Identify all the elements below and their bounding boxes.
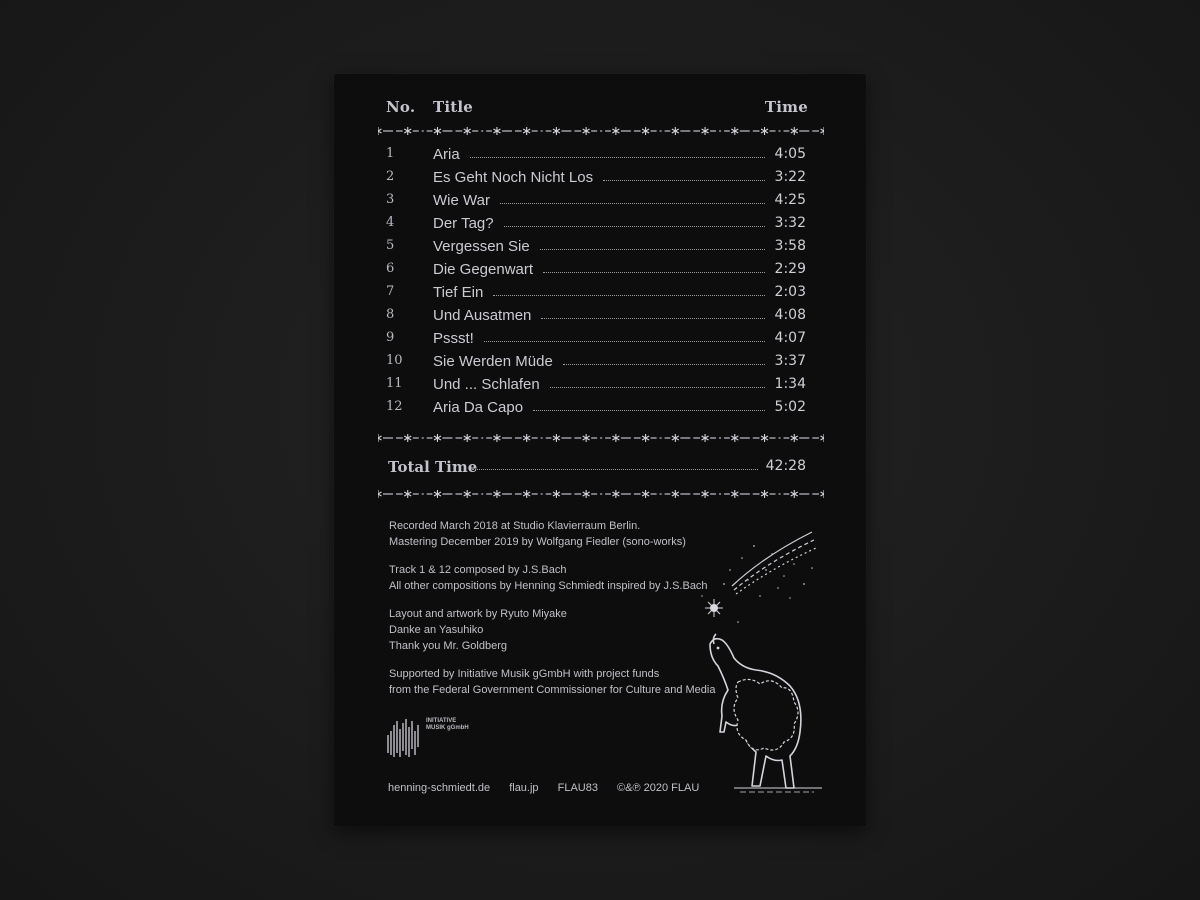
track-row xyxy=(334,169,866,191)
track-title: Sie Werden Müde xyxy=(433,353,553,370)
credit-line: from the Federal Government Commissioner for Culture and Media xyxy=(389,684,716,696)
footer-copyright: ©&℗ 2020 FLAU xyxy=(617,782,700,794)
track-time: 4:08 xyxy=(774,307,806,323)
leader-dots xyxy=(540,249,765,250)
track-number: 5 xyxy=(386,238,395,253)
column-header-title: Title xyxy=(433,98,474,116)
leader-dots xyxy=(541,318,765,319)
star-ornament-icon xyxy=(821,434,825,442)
logo-wordmark xyxy=(426,718,469,732)
leader-dots xyxy=(484,341,765,342)
track-number: 3 xyxy=(386,192,395,207)
track-row xyxy=(334,376,866,398)
track-number: 4 xyxy=(386,215,395,230)
star-ornament-icon xyxy=(523,490,530,498)
credits xyxy=(389,518,716,710)
track-time: 4:05 xyxy=(774,146,806,162)
star-ornament-icon xyxy=(761,434,768,442)
track-title: Tief Ein xyxy=(433,284,484,301)
star-ornament-icon xyxy=(821,127,825,135)
star-ornament-icon xyxy=(583,127,590,135)
star-ornament-icon xyxy=(404,434,411,442)
star-ornament-icon xyxy=(553,434,560,442)
credit-line: Mastering December 2019 by Wolfgang Fiedler (sono-works) xyxy=(389,536,686,548)
star-ornament-icon xyxy=(612,434,619,442)
star-ornament-icon xyxy=(583,490,590,498)
star-ornament-icon xyxy=(553,490,560,498)
track-title: Und ... Schlafen xyxy=(433,376,540,393)
track-time: 2:03 xyxy=(774,284,806,300)
track-row xyxy=(334,330,866,352)
leader-dots xyxy=(563,364,765,365)
star-ornament-icon xyxy=(404,490,411,498)
star-ornament-icon xyxy=(761,127,768,135)
star-ornament-icon xyxy=(434,490,441,498)
star-ornament-icon xyxy=(672,490,679,498)
credit-line: Recorded March 2018 at Studio Klavierraum Berlin. xyxy=(389,520,641,532)
credit-line: Layout and artwork by Ryuto Miyake xyxy=(389,608,567,620)
leader-dots xyxy=(493,295,765,296)
star-ornament-icon xyxy=(493,490,500,498)
footer xyxy=(388,782,715,794)
logo-line: INITIATIVE xyxy=(426,718,457,724)
star-ornament-icon xyxy=(761,490,768,498)
total-time-label: Total Time xyxy=(388,458,478,476)
star-ornament-icon xyxy=(612,490,619,498)
cd-back-cover xyxy=(334,74,866,826)
credit-line: Track 1 & 12 composed by J.S.Bach xyxy=(389,564,567,576)
credits-composition xyxy=(389,562,709,594)
star-ornament-icon xyxy=(493,434,500,442)
star-ornament-icon xyxy=(791,434,798,442)
credit-line: All other compositions by Henning Schmiedt inspired by J.S.Bach xyxy=(389,580,708,592)
track-title: Vergessen Sie xyxy=(433,238,530,255)
footer-website-label: flau.jp xyxy=(509,782,539,794)
star-ornament-icon xyxy=(612,127,619,135)
track-time: 3:22 xyxy=(774,169,806,185)
ornament-row xyxy=(378,125,824,137)
track-time: 3:37 xyxy=(774,353,806,369)
track-row xyxy=(334,307,866,329)
star-ornament-icon xyxy=(523,127,530,135)
credits-recording xyxy=(389,518,709,550)
ornament-row xyxy=(378,432,824,444)
track-time: 3:32 xyxy=(774,215,806,231)
track-row xyxy=(334,192,866,214)
star-ornament-icon xyxy=(553,127,560,135)
track-number: 11 xyxy=(386,376,403,391)
star-ornament-icon xyxy=(672,434,679,442)
credit-line: Supported by Initiative Musik gGmbH with project funds xyxy=(389,668,660,680)
track-time: 1:34 xyxy=(774,376,806,392)
star-ornament-icon xyxy=(791,490,798,498)
ornament-divider-top xyxy=(378,125,824,137)
sheep-illustration xyxy=(694,526,834,801)
star-ornament-icon xyxy=(702,127,709,135)
track-time: 3:58 xyxy=(774,238,806,254)
star-ornament-icon xyxy=(642,127,649,135)
total-time-value: 42:28 xyxy=(765,458,806,474)
logo-line: MUSIK gGmbH xyxy=(426,725,469,731)
track-title: Aria Da Capo xyxy=(433,399,524,416)
track-row xyxy=(334,261,866,283)
star-ornament-icon xyxy=(434,127,441,135)
track-number: 7 xyxy=(386,284,395,299)
credit-line: Thank you Mr. Goldberg xyxy=(389,640,508,652)
star-ornament-icon xyxy=(434,434,441,442)
star-ornament-icon xyxy=(791,127,798,135)
track-time: 4:07 xyxy=(774,330,806,346)
star-ornament-icon xyxy=(404,127,411,135)
footer-website-artist: henning-schmiedt.de xyxy=(388,782,491,794)
track-row xyxy=(334,146,866,168)
track-number: 6 xyxy=(386,261,395,276)
track-title: Es Geht Noch Nicht Los xyxy=(433,169,594,186)
column-header-no: No. xyxy=(386,98,416,116)
initiative-musik-logo-icon xyxy=(386,717,486,759)
star-ornament-icon xyxy=(821,490,825,498)
leader-dots xyxy=(472,469,758,470)
leader-dots xyxy=(543,272,765,273)
leader-dots xyxy=(504,226,765,227)
track-number: 2 xyxy=(386,169,395,184)
column-header-time: Time xyxy=(764,98,808,116)
star-ornament-icon xyxy=(702,434,709,442)
track-number: 12 xyxy=(386,399,403,414)
star-ornament-icon xyxy=(523,434,530,442)
star-ornament-icon xyxy=(702,490,709,498)
star-ornament-icon xyxy=(378,127,382,135)
star-ornament-icon xyxy=(672,127,679,135)
credit-line: Danke an Yasuhiko xyxy=(389,624,484,636)
track-row xyxy=(334,238,866,260)
ornament-row xyxy=(378,488,824,500)
star-ornament-icon xyxy=(731,490,738,498)
track-row xyxy=(334,284,866,306)
shooting-star-icon xyxy=(701,532,816,623)
track-row xyxy=(334,353,866,375)
track-title: Pssst! xyxy=(433,330,474,347)
track-row xyxy=(334,215,866,237)
leader-dots xyxy=(603,180,765,181)
track-number: 9 xyxy=(386,330,395,345)
star-ornament-icon xyxy=(378,490,382,498)
track-title: Aria xyxy=(433,146,460,163)
total-time-row xyxy=(334,458,866,480)
track-number: 8 xyxy=(386,307,395,322)
leader-dots xyxy=(533,410,765,411)
credits-support xyxy=(389,666,716,698)
track-title: Und Ausatmen xyxy=(433,307,532,324)
track-row xyxy=(334,399,866,421)
track-time: 5:02 xyxy=(774,399,806,415)
track-time: 2:29 xyxy=(774,261,806,277)
star-ornament-icon xyxy=(731,434,738,442)
track-number: 1 xyxy=(386,146,395,161)
logo-bars xyxy=(386,717,422,759)
leader-dots xyxy=(550,387,765,388)
star-ornament-icon xyxy=(731,127,738,135)
star-ornament-icon xyxy=(378,434,382,442)
track-time: 4:25 xyxy=(774,192,806,208)
star-ornament-icon xyxy=(464,127,471,135)
star-ornament-icon xyxy=(464,490,471,498)
track-number: 10 xyxy=(386,353,403,368)
track-title: Der Tag? xyxy=(433,215,494,232)
star-ornament-icon xyxy=(583,434,590,442)
star-ornament-icon xyxy=(642,434,649,442)
footer-catalog-number: FLAU83 xyxy=(557,782,598,794)
star-ornament-icon xyxy=(642,490,649,498)
track-title: Die Gegenwart xyxy=(433,261,534,278)
leader-dots xyxy=(500,203,765,204)
star-ornament-icon xyxy=(493,127,500,135)
leader-dots xyxy=(470,157,765,158)
ornament-divider-middle xyxy=(378,432,824,444)
credits-thanks xyxy=(389,606,709,654)
star-ornament-icon xyxy=(464,434,471,442)
sheep-icon xyxy=(710,634,822,792)
track-title: Wie War xyxy=(433,192,490,209)
ornament-divider-bottom xyxy=(378,488,824,500)
